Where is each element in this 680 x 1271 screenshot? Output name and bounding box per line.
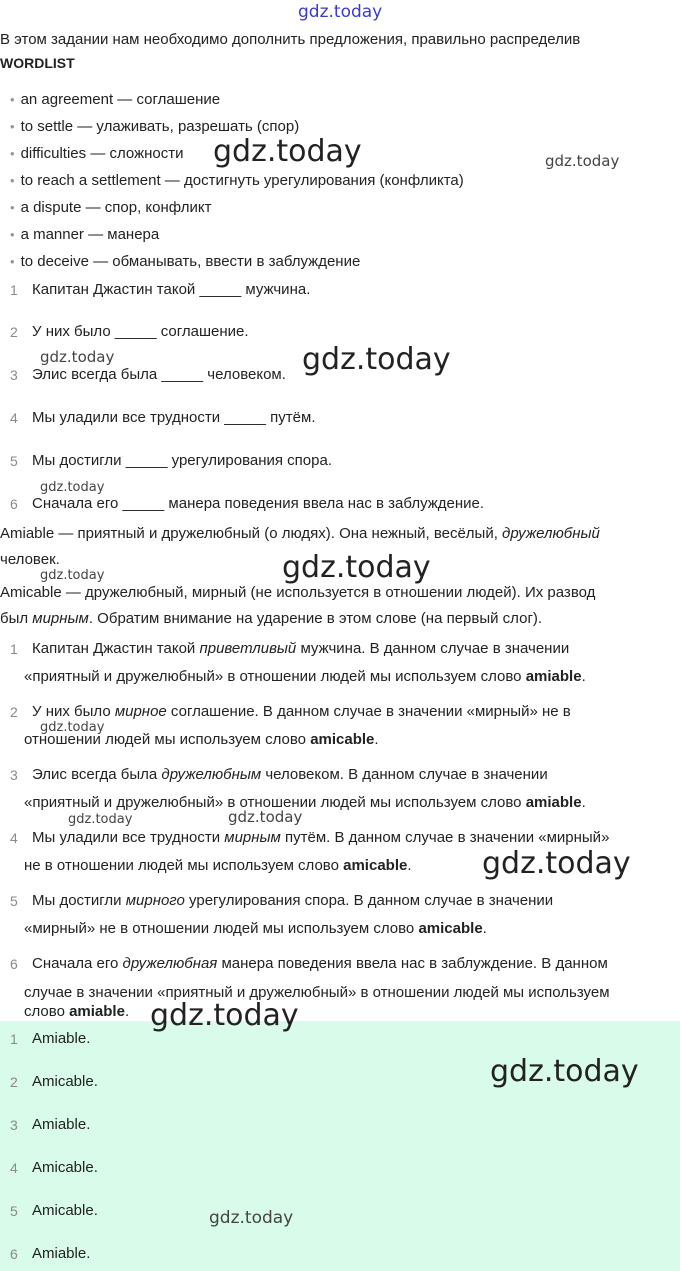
wordlist-title: WORDLIST — [0, 55, 75, 71]
task-text: У них было _____ соглашение. — [32, 323, 249, 340]
solution-text: У них было мирное соглашение. В данном случае в значении «мирный» не в — [32, 703, 571, 720]
solution-text-cont: слово amiable. — [24, 1003, 130, 1020]
amicable-definition-cont: был мирным. Обратим внимание на ударение в этом слове (на первый слог). — [0, 610, 543, 627]
task-number: 1 — [10, 282, 18, 298]
bullet-icon: • — [10, 254, 15, 269]
task-text: Мы уладили все трудности _____ путём. — [32, 409, 316, 426]
solution-text-cont: не в отношении людей мы используем слово amicable. — [24, 857, 412, 874]
watermark: gdz.today — [209, 1208, 294, 1228]
answer-number: 3 — [10, 1117, 18, 1133]
watermark: gdz.today — [150, 998, 299, 1033]
bullet-icon: • — [10, 92, 15, 107]
task-text: Элис всегда была _____ человеком. — [32, 366, 286, 383]
bullet-icon: • — [10, 119, 15, 134]
amicable-definition: Amicable — дружелюбный, мирный (не используется в отношении людей). Их развод — [0, 584, 596, 601]
solution-number: 2 — [10, 704, 18, 720]
answer-number: 1 — [10, 1031, 18, 1047]
solution-text: Капитан Джастин такой приветливый мужчина. В данном случае в значении — [32, 640, 570, 657]
answer-text: Amiable. — [32, 1116, 91, 1133]
bullet-icon: • — [10, 146, 15, 161]
intro-text: В этом задании нам необходимо дополнить предложения, правильно распределив — [0, 31, 581, 48]
solution-text-cont: «приятный и дружелюбный» в отношении людей мы используем слово amiable. — [24, 668, 586, 685]
bullet-icon: • — [10, 200, 15, 215]
task-number: 5 — [10, 453, 18, 469]
wordlist-item: • a dispute — спор, конфликт — [10, 199, 212, 216]
watermark: gdz.today — [545, 152, 620, 170]
solution-text: Элис всегда была дружелюбным человеком. В данном случае в значении — [32, 766, 548, 783]
answer-number: 5 — [10, 1203, 18, 1219]
answer-number: 4 — [10, 1160, 18, 1176]
task-number: 6 — [10, 496, 18, 512]
solution-number: 3 — [10, 767, 18, 783]
answer-text: Amicable. — [32, 1159, 98, 1176]
watermark: gdz.today — [490, 1054, 639, 1089]
task-text: Мы достигли _____ урегулирования спора. — [32, 452, 332, 469]
solution-text-cont: отношении людей мы используем слово amicable. — [24, 731, 379, 748]
solution-text: Мы достигли мирного урегулирования спора. В данном случае в значении — [32, 892, 554, 909]
wordlist-item: • an agreement — соглашение — [10, 91, 221, 108]
watermark-top: gdz.today — [298, 2, 383, 22]
watermark: gdz.today — [40, 720, 105, 735]
solution-number: 6 — [10, 956, 18, 972]
solution-text: Мы уладили все трудности мирным путём. В данном случае в значении «мирный» — [32, 829, 610, 846]
task-number: 2 — [10, 324, 18, 340]
solution-text-cont: «мирный» не в отношении людей мы используем слово amicable. — [24, 920, 487, 937]
solution-text-cont: случае в значении «приятный и дружелюбный» в отношении людей мы используем — [24, 984, 610, 1001]
solution-number: 5 — [10, 893, 18, 909]
amiable-definition: Amiable — приятный и дружелюбный (о людях). Она нежный, весёлый, дружелюбный — [0, 525, 600, 542]
answer-number: 6 — [10, 1246, 18, 1262]
watermark: gdz.today — [302, 342, 451, 377]
watermark: gdz.today — [282, 550, 431, 585]
watermark: gdz.today — [40, 480, 105, 495]
solution-text: Сначала его дружелюбная манера поведения ввела нас в заблуждение. В данном — [32, 955, 608, 972]
wordlist-item: • to settle — улаживать, разрешать (спор) — [10, 118, 300, 135]
answer-text: Amicable. — [32, 1073, 98, 1090]
answer-text: Amiable. — [32, 1245, 91, 1262]
task-text: Капитан Джастин такой _____ мужчина. — [32, 281, 311, 298]
task-number: 4 — [10, 410, 18, 426]
solution-text-cont: «приятный и дружелюбный» в отношении людей мы используем слово amiable. — [24, 794, 586, 811]
bullet-icon: • — [10, 227, 15, 242]
watermark: gdz.today — [68, 812, 133, 827]
answer-text: Amicable. — [32, 1202, 98, 1219]
answer-number: 2 — [10, 1074, 18, 1090]
watermark: gdz.today — [228, 808, 303, 826]
wordlist-item: • to reach a settlement — достигнуть урегулирования (конфликта) — [10, 172, 464, 189]
solution-number: 1 — [10, 641, 18, 657]
task-number: 3 — [10, 367, 18, 383]
watermark: gdz.today — [40, 568, 105, 583]
watermark: gdz.today — [40, 348, 115, 366]
watermark: gdz.today — [213, 134, 362, 169]
amiable-definition-cont: человек. — [0, 551, 60, 568]
wordlist-item: • to deceive — обманывать, ввести в заблуждение — [10, 253, 361, 270]
bullet-icon: • — [10, 173, 15, 188]
solution-number: 4 — [10, 830, 18, 846]
wordlist-item: • difficulties — сложности — [10, 145, 184, 162]
task-text: Сначала его _____ манера поведения ввела нас в заблуждение. — [32, 495, 485, 512]
watermark: gdz.today — [482, 846, 631, 881]
answer-text: Amiable. — [32, 1030, 91, 1047]
wordlist-item: • a manner — манера — [10, 226, 160, 243]
